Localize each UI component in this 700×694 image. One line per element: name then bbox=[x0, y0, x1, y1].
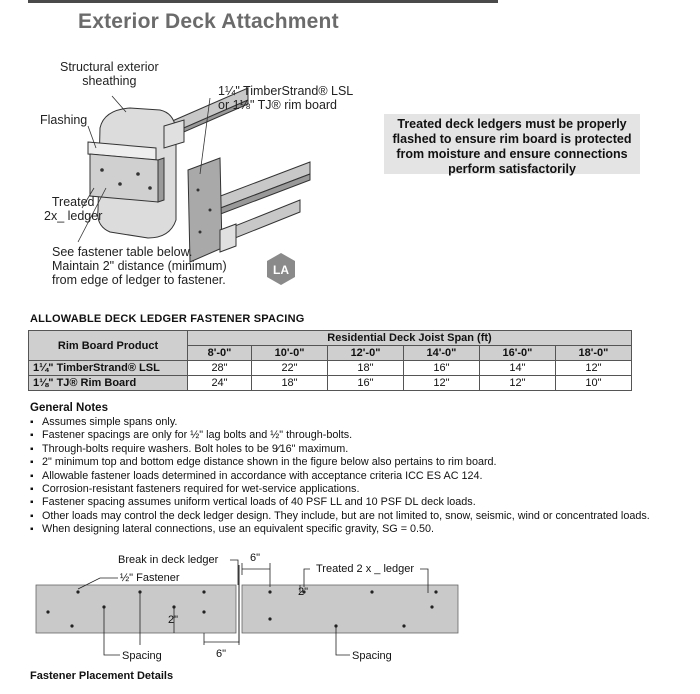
list-item: ▪ 2" minimum top and bottom edge distance shown in the figure below also pertains to rim board. bbox=[30, 456, 695, 469]
list-item: ▪ Allowable fastener loads determined in accordance with acceptance criteria ICC ES AC 124. bbox=[30, 470, 695, 483]
value-cell: 16" bbox=[403, 361, 479, 376]
general-notes-list bbox=[30, 416, 695, 537]
table-title: ALLOWABLE DECK LEDGER FASTENER SPACING bbox=[30, 313, 305, 325]
list-item: ▪ Corrosion-resistant fasteners required for wet-service applications. bbox=[30, 483, 695, 496]
product-cell: 1¼" TimberStrand® LSL bbox=[29, 361, 188, 376]
ledger-callout: Treated deck ledgers must be properly flashed to ensure rim board is protected from moisture and ensure connections perform satisfactorily bbox=[384, 114, 640, 174]
ledger-board-left bbox=[36, 585, 236, 633]
column-header: 16'-0" bbox=[479, 346, 555, 361]
list-item: ▪ When designing lateral connections, use an equivalent specific gravity, SG = 0.50. bbox=[30, 523, 695, 536]
table-row bbox=[29, 361, 632, 376]
group-header: Residential Deck Joist Span (ft) bbox=[188, 331, 632, 346]
break-label: Break in deck ledger bbox=[118, 554, 219, 566]
six-inch-bottom-label: 6" bbox=[216, 648, 227, 660]
spacing-right-label: Spacing bbox=[352, 650, 392, 662]
value-cell: 10" bbox=[555, 376, 631, 391]
placement-title: Fastener Placement Details bbox=[30, 670, 174, 682]
value-cell: 22" bbox=[252, 361, 328, 376]
two-inch-left-label: 2" bbox=[168, 614, 179, 626]
column-header: 18'-0" bbox=[555, 346, 631, 361]
value-cell: 18" bbox=[328, 361, 404, 376]
six-inch-top-label: 6" bbox=[250, 552, 261, 564]
ledger-label: Treated 2x_ ledger bbox=[44, 195, 103, 223]
list-item: ▪ Fastener spacing assumes uniform vertical loads of 40 PSF LL and 10 PSF DL deck loads. bbox=[30, 496, 695, 509]
fastener-spacing-table bbox=[28, 330, 632, 391]
value-cell: 12" bbox=[479, 376, 555, 391]
list-item: ▪ Other loads may control the deck ledger design. They include, but are not limited to, snow, seismic, wind or concentrated loads. bbox=[30, 510, 695, 523]
value-cell: 16" bbox=[328, 376, 404, 391]
ledger-board-right bbox=[242, 585, 458, 633]
sheathing-label: Structural exterior sheathing bbox=[60, 60, 159, 88]
fastener-note: See fastener table below. Maintain 2" distance (minimum) from edge of ledger to fastener. bbox=[52, 245, 227, 287]
column-header: 8'-0" bbox=[188, 346, 252, 361]
value-cell: 28" bbox=[188, 361, 252, 376]
two-inch-right-label: 2" bbox=[298, 586, 309, 598]
treated-ledger-label: Treated 2 x _ ledger bbox=[316, 563, 415, 575]
spacing-left-label: Spacing bbox=[122, 650, 162, 662]
column-header: 14'-0" bbox=[403, 346, 479, 361]
column-header: 12'-0" bbox=[328, 346, 404, 361]
flashing-label: Flashing bbox=[40, 113, 88, 127]
fastener-label: ½" Fastener bbox=[120, 572, 180, 584]
column-header: 10'-0" bbox=[252, 346, 328, 361]
value-cell: 18" bbox=[252, 376, 328, 391]
la-badge-text: LA bbox=[273, 263, 289, 277]
fastener-placement-diagram bbox=[0, 545, 700, 665]
notes-title: General Notes bbox=[30, 402, 108, 414]
value-cell: 14" bbox=[479, 361, 555, 376]
list-item: ▪ Fastener spacings are only for ½" lag bolts and ½" through-bolts. bbox=[30, 429, 695, 442]
product-cell: 1⅛" TJ® Rim Board bbox=[29, 376, 188, 391]
list-item: ▪ Through-bolts require washers. Bolt holes to be 9⁄16" maximum. bbox=[30, 443, 695, 456]
table-row bbox=[29, 376, 632, 391]
list-item: ▪ Assumes simple spans only. bbox=[30, 416, 695, 429]
row-header: Rim Board Product bbox=[29, 331, 188, 361]
cropped-header-rule bbox=[28, 0, 498, 3]
value-cell: 12" bbox=[403, 376, 479, 391]
la-badge bbox=[264, 252, 298, 286]
page-title: Exterior Deck Attachment bbox=[78, 10, 339, 33]
value-cell: 24" bbox=[188, 376, 252, 391]
rim-board-label: 1¼" TimberStrand® LSL or 1⅛" TJ® rim board bbox=[218, 84, 354, 112]
value-cell: 12" bbox=[555, 361, 631, 376]
